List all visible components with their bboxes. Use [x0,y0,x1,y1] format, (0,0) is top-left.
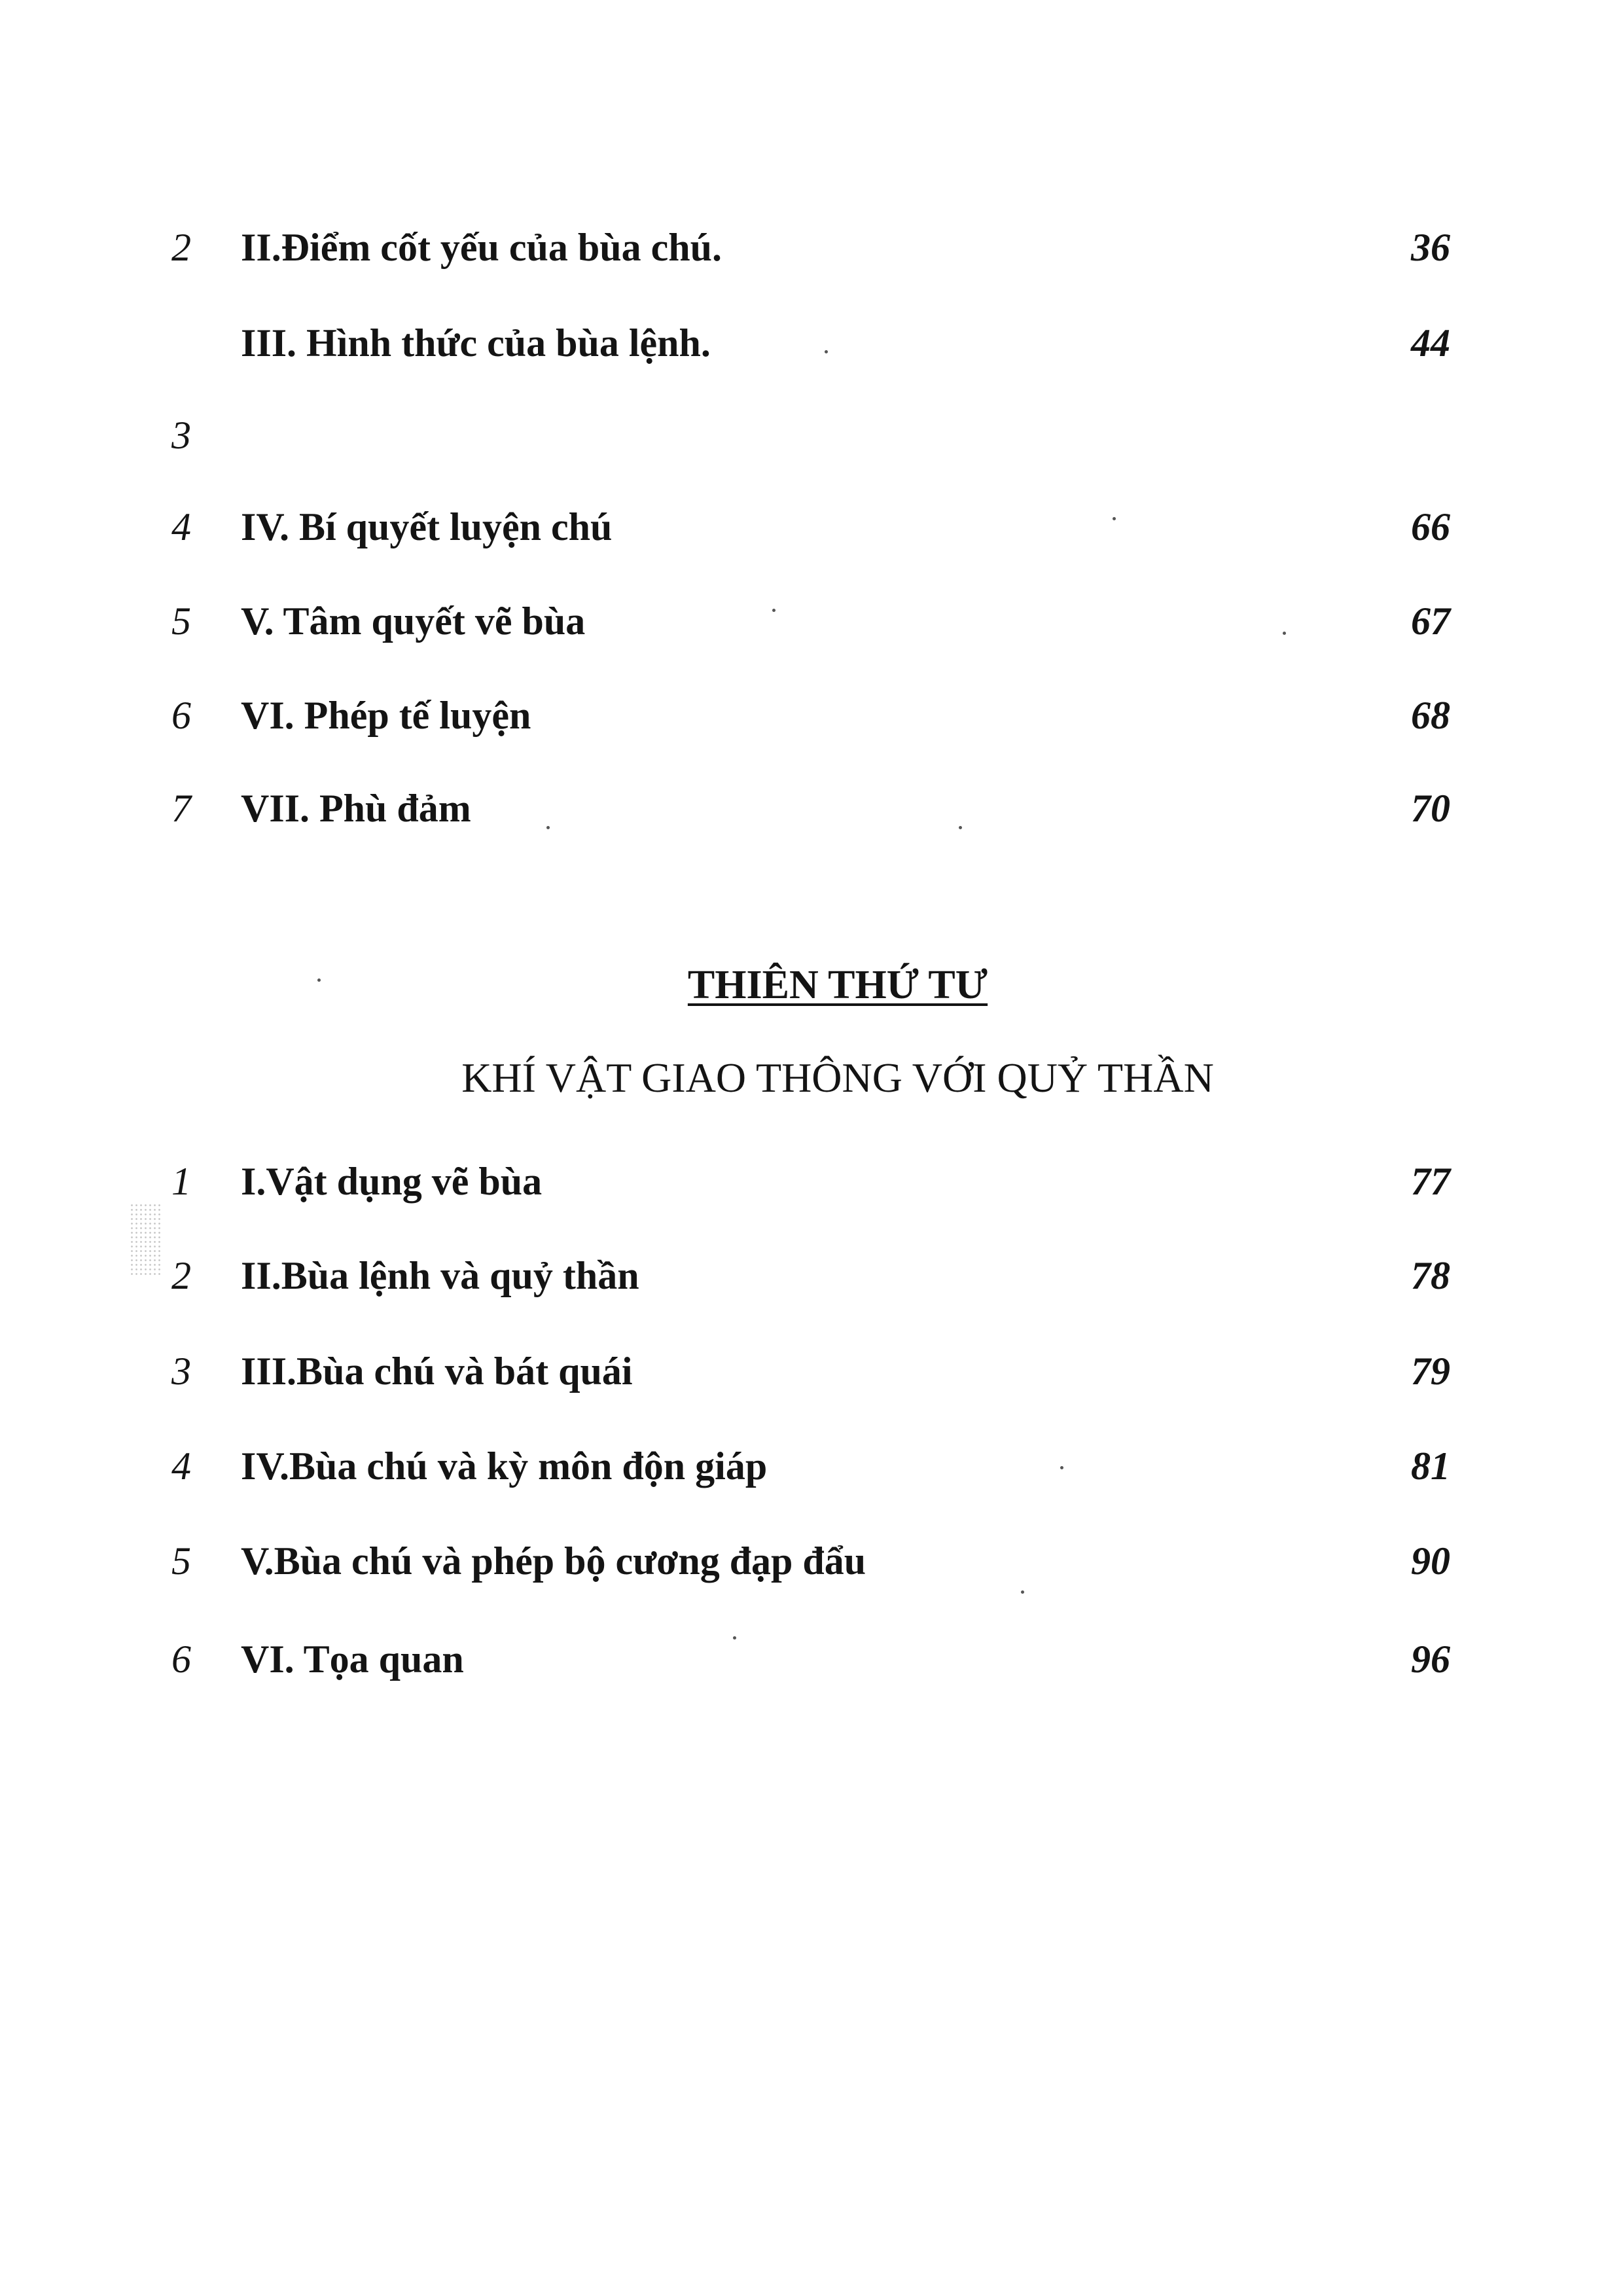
toc-row-title: VI. Tọa quan [241,1638,464,1681]
toc-row-page: 36 [1411,226,1450,269]
toc-row-title: IV. Bí quyết luyện chú [241,505,613,548]
toc-row [0,399,1623,471]
scan-speck [1060,1466,1063,1469]
toc-row-title: V. Tâm quyết vẽ bùa [241,600,586,643]
toc-row [0,772,1623,844]
toc-row-title: II.Điểm cốt yếu của bùa chú. [241,226,722,269]
toc-row-page: 90 [1411,1539,1450,1583]
toc-row-title: I.Vật dụng vẽ bùa [241,1160,543,1203]
toc-row-title: V.Bùa chú và phép bộ cương đạp đẩu [241,1539,866,1583]
toc-row [0,1240,1623,1312]
toc-row-number: 5 [171,600,191,643]
toc-row [0,585,1623,657]
toc-row-number: 6 [171,694,191,737]
toc-row-page: 67 [1411,600,1450,643]
toc-row [0,307,1623,379]
toc-row-page: 44 [1411,321,1450,365]
scan-speck [546,826,550,829]
toc-row [0,211,1623,283]
toc-row-page: 68 [1411,694,1450,737]
scan-speck [772,609,776,612]
toc-row-title: III.Bùa chú và bát quái [241,1350,633,1393]
toc-row [0,1525,1623,1597]
toc-row-number: 2 [171,226,191,269]
toc-row-number: 5 [171,1539,191,1583]
scan-speck [825,350,828,353]
chapter-title: KHÍ VẬT GIAO THÔNG VỚI QUỶ THẦN [461,1054,1214,1101]
scan-speck [1021,1590,1024,1594]
toc-row [0,1145,1623,1217]
toc-row-page: 70 [1411,787,1450,830]
toc-row-title: III. Hình thức của bùa lệnh. [241,321,711,365]
toc-row-page: 78 [1411,1254,1450,1297]
toc-row-title: IV.Bùa chú và kỳ môn độn giáp [241,1444,768,1488]
toc-row [0,1430,1623,1502]
toc-row-number: 4 [171,1444,191,1488]
toc-row-number: 4 [171,505,191,548]
scan-speck [317,978,321,982]
toc-row-number: 3 [171,1350,191,1393]
chapter-label: THIÊN THỨ TƯ [687,963,988,1007]
toc-row-page: 96 [1411,1638,1450,1681]
toc-row-number: 3 [171,414,191,457]
toc-row [0,1335,1623,1407]
scan-speck [733,1636,736,1640]
toc-row-page: 81 [1411,1444,1450,1488]
toc-row-page: 77 [1411,1160,1450,1203]
toc-row-page: 66 [1411,505,1450,548]
toc-row-title: VII. Phù đảm [241,787,471,830]
toc-row [0,491,1623,563]
toc-row [0,1623,1623,1695]
toc-row-number: 6 [171,1638,191,1681]
toc-row-number: 7 [171,787,191,830]
toc-row-number: 2 [171,1254,191,1297]
toc-row-title: VI. Phép tế luyện [241,694,531,737]
scan-speck [959,826,962,829]
toc-row-page: 79 [1411,1350,1450,1393]
toc-row [0,679,1623,751]
scan-speck [1283,632,1286,635]
toc-row-number: 1 [171,1160,191,1203]
scan-noise [130,1203,162,1275]
scan-speck [1113,517,1116,520]
toc-row-title: II.Bùa lệnh và quỷ thần [241,1254,639,1297]
